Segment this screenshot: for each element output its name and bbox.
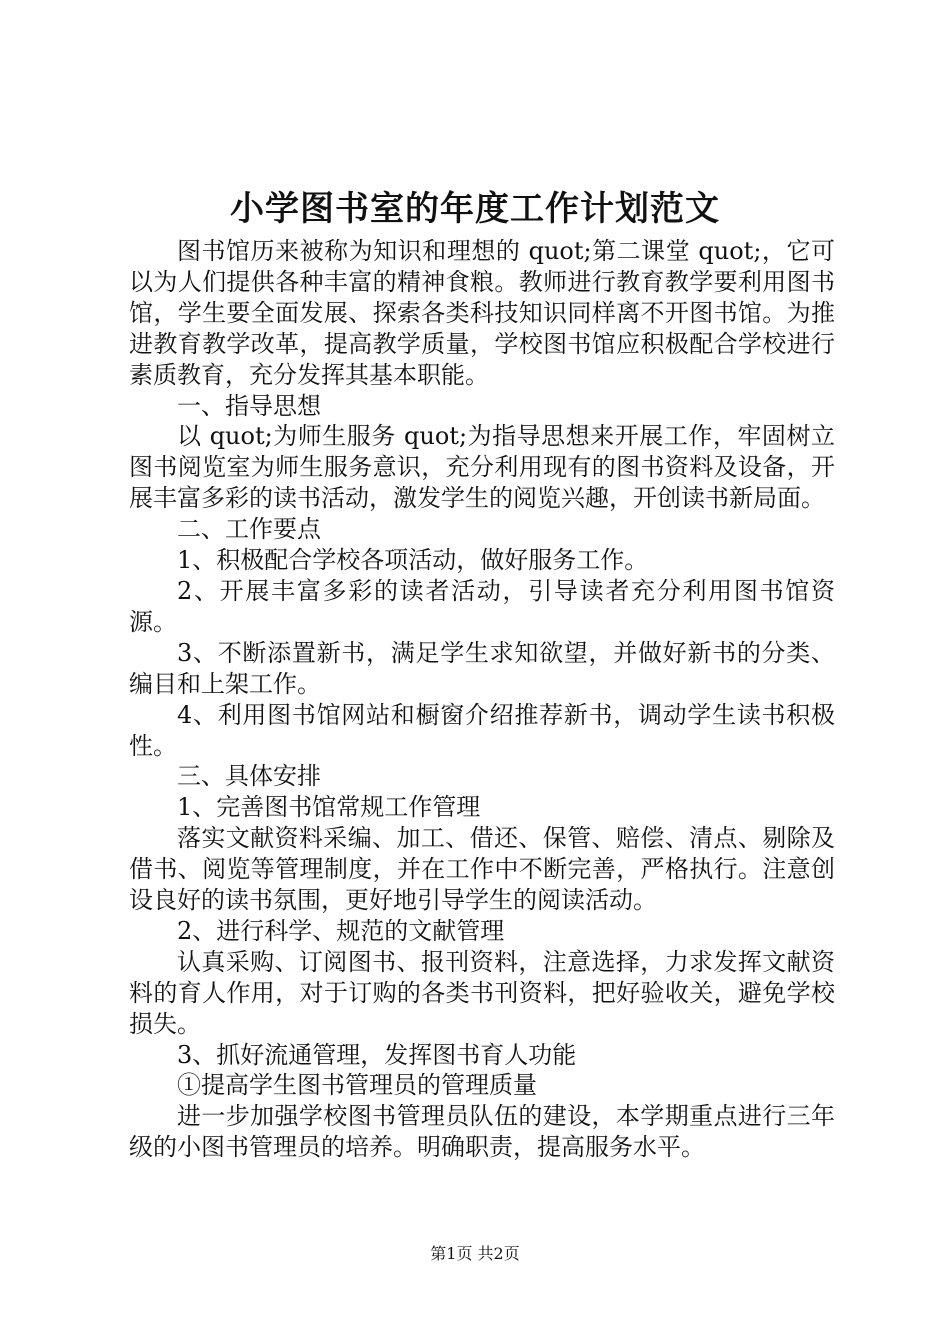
document-title: 小学图书室的年度工作计划范文 bbox=[230, 189, 720, 229]
subheading-1: 1、完善图书馆常规工作管理 bbox=[177, 793, 481, 822]
subheading-3: 3、抓好流通管理，发挥图书育人功能 bbox=[177, 1040, 577, 1069]
paragraph-intro: 图书馆历来被称为知识和理想的 quot;第二课堂 quot;，它可以为人们提供各种丰富的精神食粮。教师进行教育教学要利用图书馆，学生要全面发展、探索各类科技知识同样离不开图书馆。为推进教育教学改革，提高教学质量，学校图书馆应积极配合学校进行素质教育，充分发挥其基本职能。 bbox=[129, 237, 835, 389]
paragraph-literature-management: 认真采购、订阅图书、报刊资料，注意选择，力求发挥文献资料的育人作用，对于订购的各类书刊资料，把好验收关，避免学校损失。 bbox=[129, 947, 835, 1038]
section-heading-2: 二、工作要点 bbox=[177, 515, 321, 544]
list-item-2: 2、开展丰富多彩的读者活动，引导读者充分利用图书馆资源。 bbox=[129, 576, 835, 636]
subheading-2: 2、进行科学、规范的文献管理 bbox=[177, 916, 505, 945]
list-item-3: 3、不断添置新书，满足学生求知欲望，并做好新书的分类、编目和上架工作。 bbox=[129, 638, 835, 698]
subheading-circled-1: ①提高学生图书管理员的管理质量 bbox=[177, 1071, 537, 1100]
page-number-footer: 第1页 共2页 bbox=[430, 1244, 520, 1263]
document-body bbox=[129, 236, 835, 1163]
list-item-1: 1、积极配合学校各项活动，做好服务工作。 bbox=[177, 546, 649, 575]
section-heading-1: 一、指导思想 bbox=[177, 391, 321, 420]
list-item-4: 4、利用图书馆网站和橱窗介绍推荐新书，调动学生读书积极性。 bbox=[129, 700, 835, 760]
paragraph-routine-management: 落实文献资料采编、加工、借还、保管、赔偿、清点、剔除及借书、阅览等管理制度，并在工作中不断完善，严格执行。注意创设良好的读书氛围，更好地引导学生的阅读活动。 bbox=[129, 824, 835, 915]
section-heading-3: 三、具体安排 bbox=[177, 762, 321, 791]
paragraph-guiding-thought: 以 quot;为师生服务 quot;为指导思想来开展工作，牢固树立图书阅览室为师生服务意识，充分利用现有的图书资料及设备，开展丰富多彩的读书活动，激发学生的阅览兴趣，开创读书新局面。 bbox=[129, 422, 835, 513]
paragraph-librarian-training: 进一步加强学校图书管理员队伍的建设，本学期重点进行三年级的小图书管理员的培养。明确职责，提高服务水平。 bbox=[129, 1102, 835, 1162]
